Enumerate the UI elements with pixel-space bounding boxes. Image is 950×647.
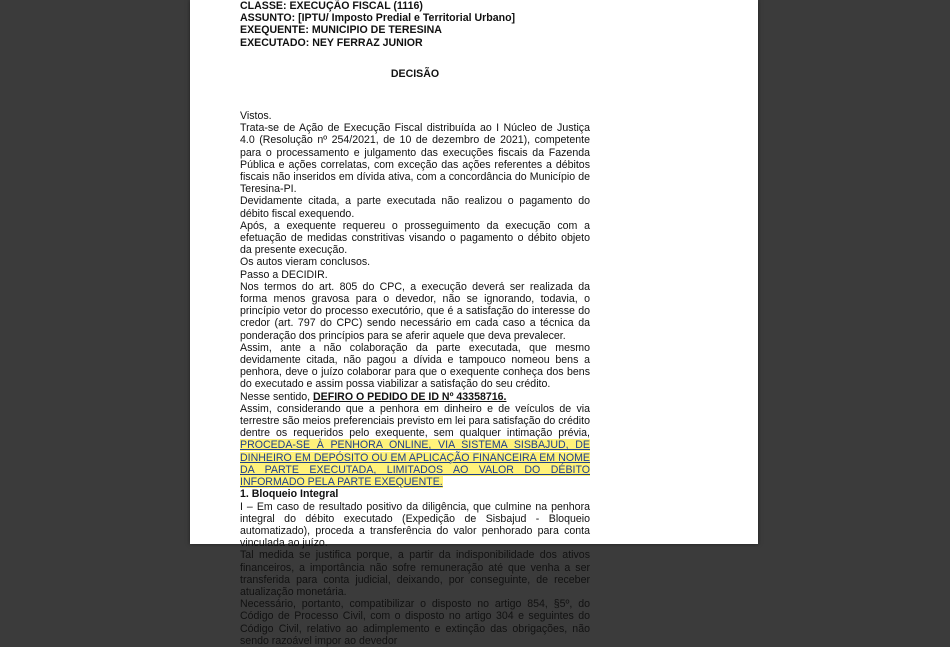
paragraph-justifica: Tal medida se justifica porque, a partir da indisponibilidade dos ativos financeiros, a importância não sofre remuneração até que venha a ser transferida para conta judicial, deixando, por conseguinte, de receber atualização monetária.	[240, 549, 590, 598]
header-exequente: EXEQUENTE: MUNICIPIO DE TERESINA	[240, 24, 442, 37]
document-page	[190, 0, 758, 647]
section-bloqueio-integral: 1. Bloqueio Integral	[240, 488, 339, 501]
defiro-bold: DEFIRO O PEDIDO DE ID Nº 43358716.	[313, 390, 507, 403]
paragraph-resultado-positivo: I – Em caso de resultado positivo da diligência, que culmine na penhora integral do débito executado (Expedição de Sisbajud - Bloqueio automatizado), proceda a transferência do valor penhorado para conta vinculada ao juízo.	[240, 500, 590, 550]
paragraph-trata-se: Trata-se de Ação de Execução Fiscal distribuída ao I Núcleo de Justiça 4.0 (Resolução nº 254/2021, de 10 de dezembro de 2021), competente para o processamento e julgamento das execuções fiscais da Fazenda Pública e ações correlatas, com exceção das ações referentes a débitos fiscais não inseridos em dívida ativa, com a concordância do Município de Teresina-PI.	[240, 122, 590, 196]
paragraph-conclusos: Os autos vieram conclusos.	[240, 256, 371, 269]
defiro-prefix: Nesse sentido,	[240, 390, 314, 403]
document-content	[240, 0, 590, 647]
paragraph-apos: Após, a exequente requereu o prosseguimento da execução com a efetuação de medidas constritivas visando o pagamento o débito objeto da presente execução.	[240, 219, 590, 257]
penhora-highlight: PROCEDA-SE À PENHORA ONLINE, VIA SISTEMA SISBAJUD, DE DINHEIRO EM DEPÓSITO OU EM APLICAÇÃO FINANCEIRA EM NOME DA PARTE EXECUTADA, LIMITADOS AO VALOR DO DÉBITO INFORMADO PELA PARTE EXEQUENTE.	[240, 439, 590, 489]
header-executado: EXECUTADO: NEY FERRAZ JUNIOR	[240, 36, 423, 49]
paragraph-colaboracao: Assim, ante a não colaboração da parte executada, que mesmo devidamente citada, não pagou a dívida e tampouco nomeou bens a penhora, deve o juízo colaborar para que o exequente conheça dos bens do executado e assim possa viabilizar a satisfação do seu crédito.	[240, 341, 590, 391]
paragraph-citada: Devidamente citada, a parte executada não realizou o pagamento do débito fiscal exequendo.	[240, 195, 590, 220]
paragraph-art-805: Nos termos do art. 805 do CPC, a execução deverá ser realizada da forma menos gravosa para o devedor, não se ignorando, todavia, o princípio vetor do processo executório, que é a satisfação do interesse do credor (art. 797 do CPC) sendo necessário em cada caso a técnica da ponderação dos princípios para se aferir aquele que deva prevalecer.	[240, 280, 590, 342]
header-assunto: ASSUNTO: [IPTU/ Imposto Predial e Territorial Urbano]	[240, 12, 516, 25]
paragraph-defiro	[240, 391, 590, 403]
document-body	[240, 110, 590, 647]
penhora-prefix: Assim, considerando que a penhora em dinheiro e de veículos de via terrestre são meios preferenciais previsto em lei para satisfação do crédito dentre os requeridos pelo exequente, sem qualquer intimação prévia,	[240, 402, 590, 440]
document-title: DECISÃO	[390, 68, 440, 80]
paragraph-decidir: Passo a DECIDIR.	[240, 268, 328, 281]
paragraph-vistos: Vistos.	[240, 110, 272, 122]
paragraph-necessario: Necessário, portanto, compatibilizar o disposto no artigo 854, §5º, do Código de Processo Civil, com o disposto no artigo 304 e seguintes do Código Civil, relativo ao adimplemento e extinção das obrigações, não sendo razoável impor ao devedor	[240, 598, 590, 647]
paragraph-penhora	[240, 403, 590, 488]
header-classe: CLASSE: EXECUÇÃO FISCAL (1116)	[240, 0, 423, 12]
